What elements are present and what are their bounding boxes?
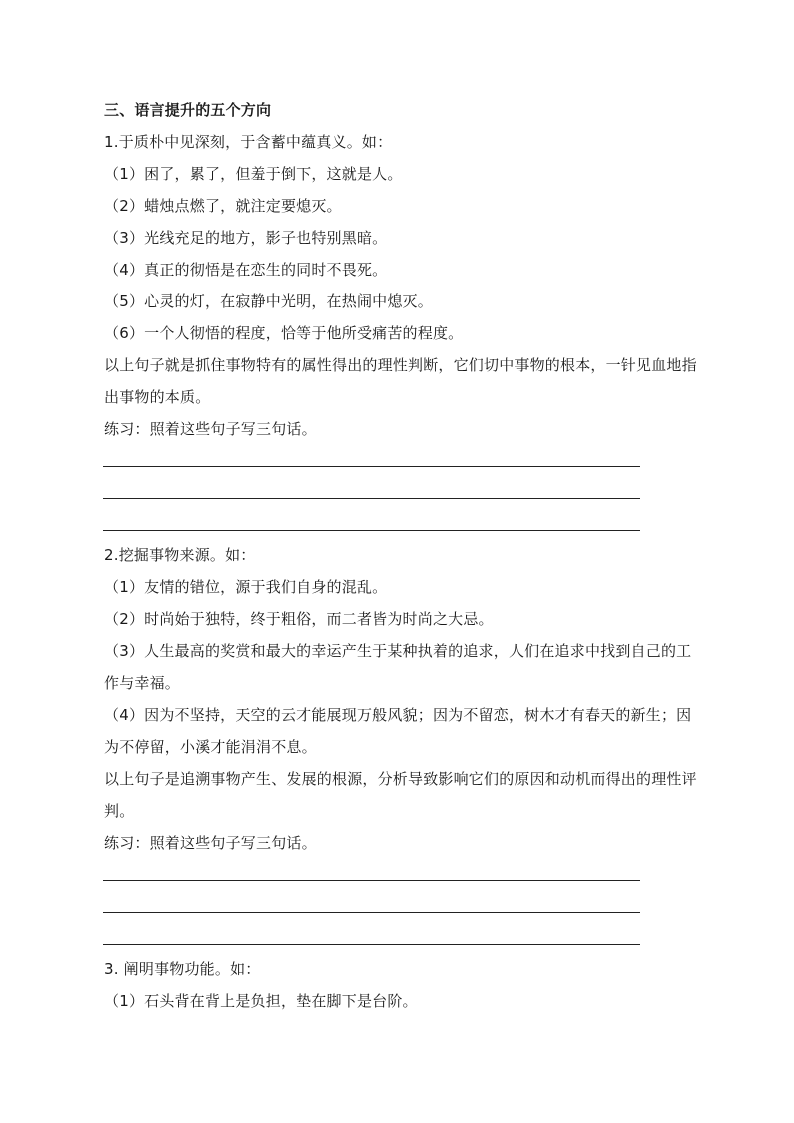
part2-answer-line-3[interactable] — [103, 944, 640, 945]
part2-answer-line-1[interactable] — [103, 880, 640, 881]
part1-summary-line2: 出事物的本质。 — [104, 388, 211, 406]
part2-summary-line1: 以上句子是追溯事物产生、发展的根源，分析导致影响它们的原因和动机而得出的理性评 — [104, 770, 697, 788]
part1-example-4: （4）真正的彻悟是在恋生的同时不畏死。 — [104, 261, 388, 279]
part1-example-6: （6）一个人彻悟的程度，恰等于他所受痛苦的程度。 — [104, 324, 464, 342]
part2-practice-prompt: 练习：照着这些句子写三句话。 — [104, 834, 317, 852]
part1-answer-line-3[interactable] — [103, 530, 640, 531]
part1-answer-line-1[interactable] — [103, 466, 640, 467]
part1-practice-prompt: 练习：照着这些句子写三句话。 — [104, 420, 317, 438]
part2-title: 2.挖掘事物来源。如： — [104, 546, 256, 564]
part1-example-1: （1）困了，累了，但羞于倒下，这就是人。 — [104, 165, 403, 183]
part2-summary-line2: 判。 — [104, 802, 135, 820]
part1-example-5: （5）心灵的灯，在寂静中光明，在热闹中熄灭。 — [104, 292, 433, 310]
part2-answer-line-2[interactable] — [103, 912, 640, 913]
part2-example-2: （2）时尚始于独特，终于粗俗，而二者皆为时尚之大忌。 — [104, 610, 494, 628]
part1-answer-line-2[interactable] — [103, 498, 640, 499]
part1-example-2: （2）蜡烛点燃了，就注定要熄灭。 — [104, 197, 342, 215]
part3-title: 3. 阐明事物功能。如： — [104, 960, 261, 978]
part2-example-3-line2: 作与幸福。 — [104, 674, 181, 692]
part2-example-4-line1: （4）因为不坚持，天空的云才能展现万般风貌；因为不留恋，树木才有春天的新生；因 — [104, 706, 692, 724]
part2-example-3-line1: （3）人生最高的奖赏和最大的幸运产生于某种执着的追求，人们在追求中找到自己的工 — [104, 642, 692, 660]
section-title: 三、语言提升的五个方向 — [104, 101, 272, 119]
part2-example-1: （1）友情的错位，源于我们自身的混乱。 — [104, 578, 388, 596]
part1-summary-line1: 以上句子就是抓住事物特有的属性得出的理性判断，它们切中事物的根本，一针见血地指 — [104, 356, 697, 374]
part1-example-3: （3）光线充足的地方，影子也特别黑暗。 — [104, 229, 388, 247]
part2-example-4-line2: 为不停留，小溪才能涓涓不息。 — [104, 738, 317, 756]
part3-example-1: （1）石头背在背上是负担，垫在脚下是台阶。 — [104, 992, 418, 1010]
part1-title: 1.于质朴中见深刻，于含蓄中蕴真义。如： — [104, 133, 393, 151]
